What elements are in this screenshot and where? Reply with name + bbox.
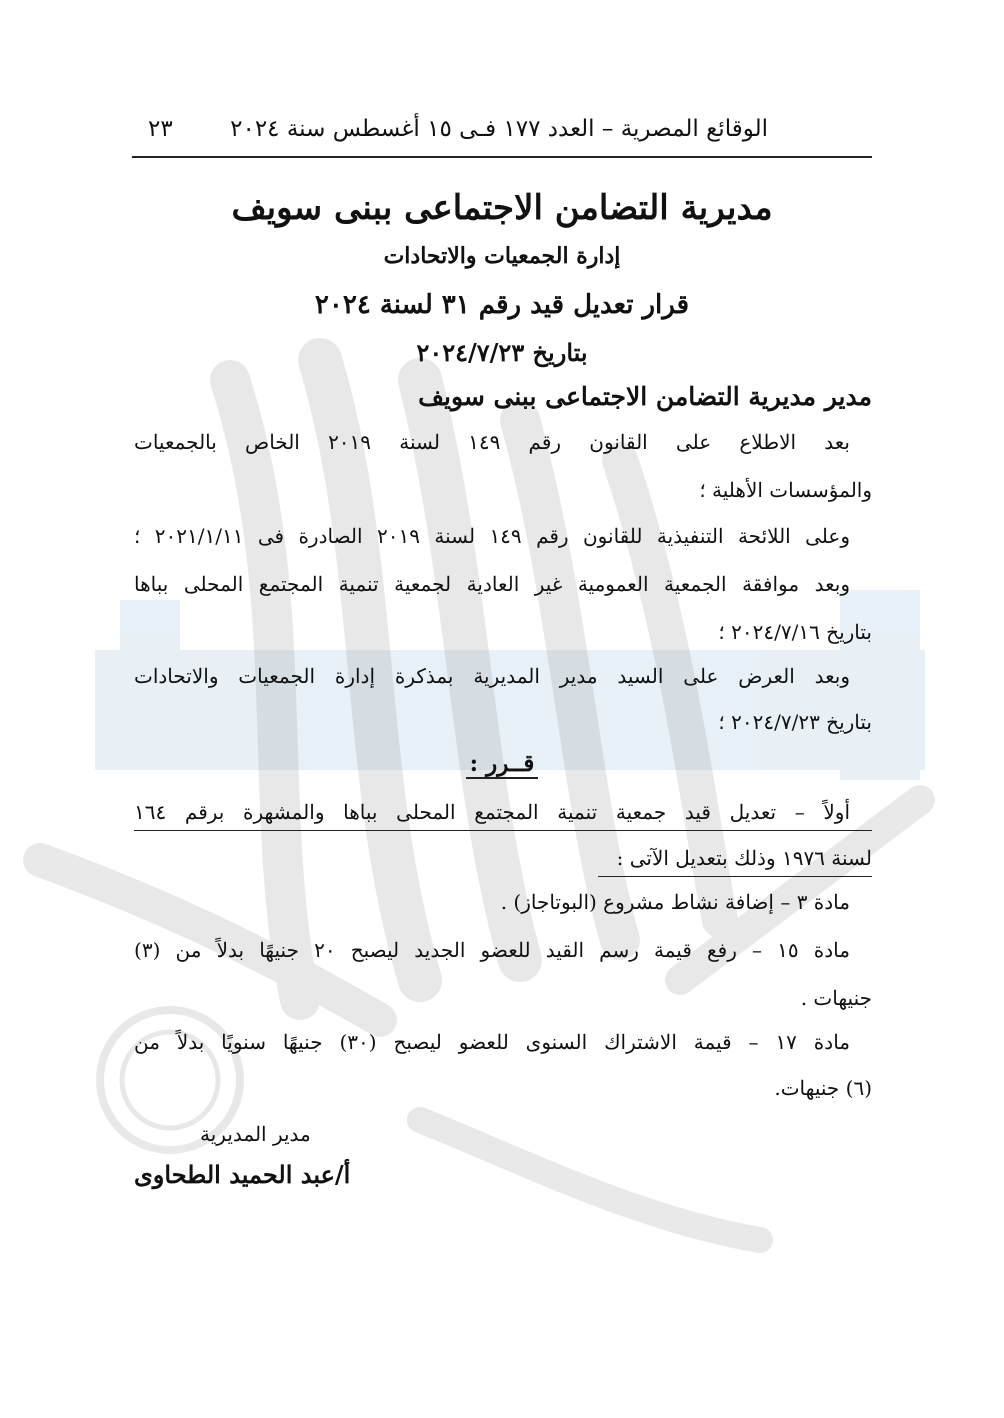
preamble-line: وعلى اللائحة التنفيذية للقانون رقم ١٤٩ لسنة ٢٠١٩ الصادرة فى ٢٠٢١/١/١١ ؛ <box>134 524 851 548</box>
article-line: مادة ١٧ – قيمة الاشتراك السنوى للعضو ليصبح (٣٠) جنيهًا سنويًا بدلاً من <box>134 1030 850 1054</box>
signature-title: مدير المديرية <box>200 1122 311 1146</box>
underline-divider <box>134 830 872 831</box>
preamble-line: وبعد العرض على السيد مدير المديرية بمذكرة إدارة الجمعيات والاتحادات <box>134 664 850 688</box>
page-header <box>132 112 872 158</box>
article-line: لسنة ١٩٧٦ وذلك بتعديل الآتى : <box>616 846 872 870</box>
preamble-line: والمؤسسات الأهلية ؛ <box>699 478 872 502</box>
preamble-line: بتاريخ ٢٠٢٤/٧/٢٣ ؛ <box>718 710 872 734</box>
preamble-line: وبعد موافقة الجمعية العمومية غير العادية لجمعية تنمية المجتمع المحلى بباها <box>134 572 850 596</box>
page-number: ٢٣ <box>148 116 173 142</box>
article-line: مادة ٣ – إضافة نشاط مشروع (البوتاجاز) . <box>500 890 850 914</box>
decision-title: قرار تعديل قيد رقم ٣١ لسنة ٢٠٢٤ <box>314 290 690 320</box>
underline-divider <box>598 876 872 877</box>
preamble-line: بعد الاطلاع على القانون رقم ١٤٩ لسنة ٢٠١٩ الخاص بالجمعيات <box>134 430 850 454</box>
decision-date: بتاريخ ٢٠٢٤/٧/٢٣ <box>416 338 588 367</box>
article-line: مادة ١٥ – رفع قيمة رسم القيد للعضو الجديد ليصبح ٢٠ جنيهًا بدلاً من (٣) <box>134 938 850 962</box>
signature-name: أ/عبد الحميد الطحاوى <box>134 1160 351 1189</box>
article-line: جنيهات . <box>800 986 872 1010</box>
gazette-header-title: الوقائع المصرية – العدد ١٧٧ فـى ١٥ أغسطس سنة ٢٠٢٤ <box>230 116 768 142</box>
issuer-heading: مديرية التضامن الاجتماعى ببنى سويف <box>231 188 773 228</box>
decree-heading: قــرر : <box>132 750 872 777</box>
article-line: أولاً – تعديل قيد جمعية تنمية المجتمع المحلى بباها والمشهرة برقم ١٦٤ <box>134 800 850 824</box>
article-line: (٦) جنيهات. <box>774 1076 872 1100</box>
department-heading: إدارة الجمعيات والاتحادات <box>383 243 621 269</box>
director-heading: مدير مديرية التضامن الاجتماعى ببنى سويف <box>418 382 872 411</box>
preamble-line: بتاريخ ٢٠٢٤/٧/١٦ ؛ <box>718 620 872 644</box>
